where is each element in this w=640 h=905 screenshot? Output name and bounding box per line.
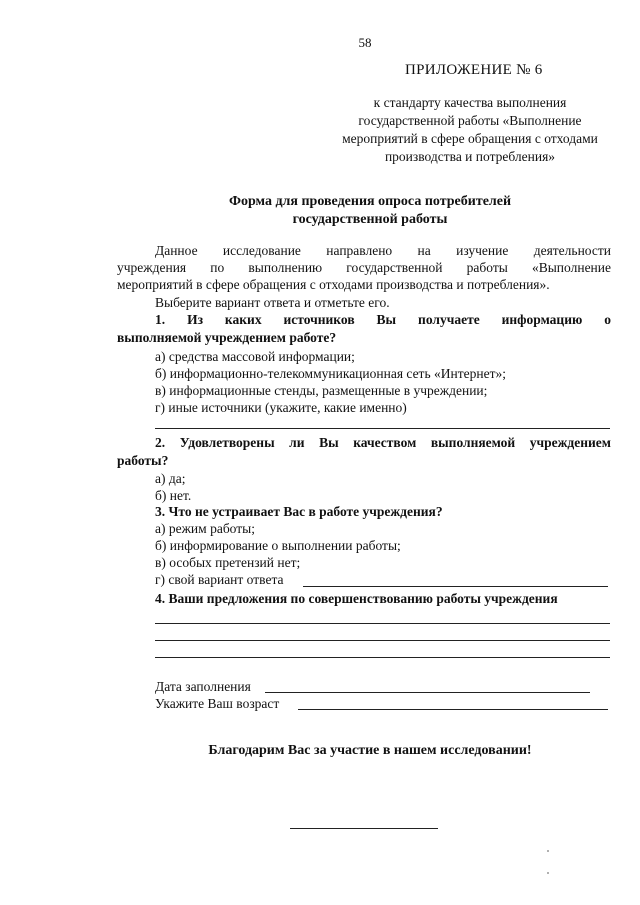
instruction-text: Выберите вариант ответа и отметьте его. xyxy=(155,295,390,310)
form-title-line: Форма для проведения опроса потребителей xyxy=(228,194,512,209)
age-input-line[interactable] xyxy=(298,709,608,710)
q2-option-a[interactable]: а) да; xyxy=(155,471,186,486)
question-1-line: выполняемой учреждением работе? xyxy=(117,330,337,345)
question-4: 4. Ваши предложения по совершенствованию работы учреждения xyxy=(155,591,558,606)
intro-line: Данное исследование направлено на изучение деятельности xyxy=(155,243,611,258)
q4-answer-line[interactable] xyxy=(155,640,610,641)
intro-line: учреждения по выполнению государственной работы «Выполнение xyxy=(117,260,611,275)
appendix-subtitle-line: государственной работы «Выполнение xyxy=(358,113,582,128)
appendix-heading: ПРИЛОЖЕНИЕ № 6 xyxy=(405,62,543,78)
question-1-line: 1. Из каких источников Вы получаете информацию о xyxy=(155,312,611,327)
scan-speck xyxy=(547,872,549,874)
q1-option-c[interactable]: в) информационные стенды, размещенные в учреждении; xyxy=(155,383,488,398)
q3-own-answer-line[interactable] xyxy=(303,586,608,587)
question-2-line: работы? xyxy=(117,453,169,468)
intro-line: мероприятий в сфере обращения с отходами производства и потребления». xyxy=(117,277,550,292)
intro-paragraph xyxy=(117,242,611,293)
scan-speck xyxy=(547,850,549,852)
question-1 xyxy=(117,311,611,347)
age-label: Укажите Ваш возраст xyxy=(155,696,280,711)
date-label: Дата заполнения xyxy=(155,679,251,694)
q2-option-b[interactable]: б) нет. xyxy=(155,488,192,503)
form-title-line: государственной работы xyxy=(292,212,448,227)
form-title xyxy=(160,193,580,229)
q3-option-d[interactable]: г) свой вариант ответа xyxy=(155,572,284,587)
q1-option-b[interactable]: б) информационно-телекоммуникационная сеть «Интернет»; xyxy=(155,366,506,381)
appendix-subtitle-line: к стандарту качества выполнения xyxy=(373,95,567,110)
page-number: 58 xyxy=(358,35,372,50)
question-2 xyxy=(117,434,611,470)
appendix-subtitle-line: производства и потребления» xyxy=(384,149,556,164)
date-input-line[interactable] xyxy=(265,692,590,693)
appendix-subtitle xyxy=(320,94,620,166)
q1-option-a[interactable]: а) средства массовой информации; xyxy=(155,349,355,364)
q3-option-b[interactable]: б) информирование о выполнении работы; xyxy=(155,538,401,553)
question-2-line: 2. Удовлетворены ли Вы качеством выполняемой учреждением xyxy=(155,435,611,450)
q1-other-answer-line[interactable] xyxy=(155,428,610,429)
q4-answer-line[interactable] xyxy=(155,623,610,624)
q1-option-d[interactable]: г) иные источники (укажите, какие именно) xyxy=(155,400,407,415)
q3-option-a[interactable]: а) режим работы; xyxy=(155,521,255,536)
appendix-subtitle-line: мероприятий в сфере обращения с отходами xyxy=(342,131,598,146)
q3-option-c[interactable]: в) особых претензий нет; xyxy=(155,555,301,570)
bottom-separator-line xyxy=(290,828,438,829)
thanks-message: Благодарим Вас за участие в нашем исследовании! xyxy=(208,743,532,758)
q4-answer-line[interactable] xyxy=(155,657,610,658)
question-3: 3. Что не устраивает Вас в работе учреждения? xyxy=(155,504,443,519)
